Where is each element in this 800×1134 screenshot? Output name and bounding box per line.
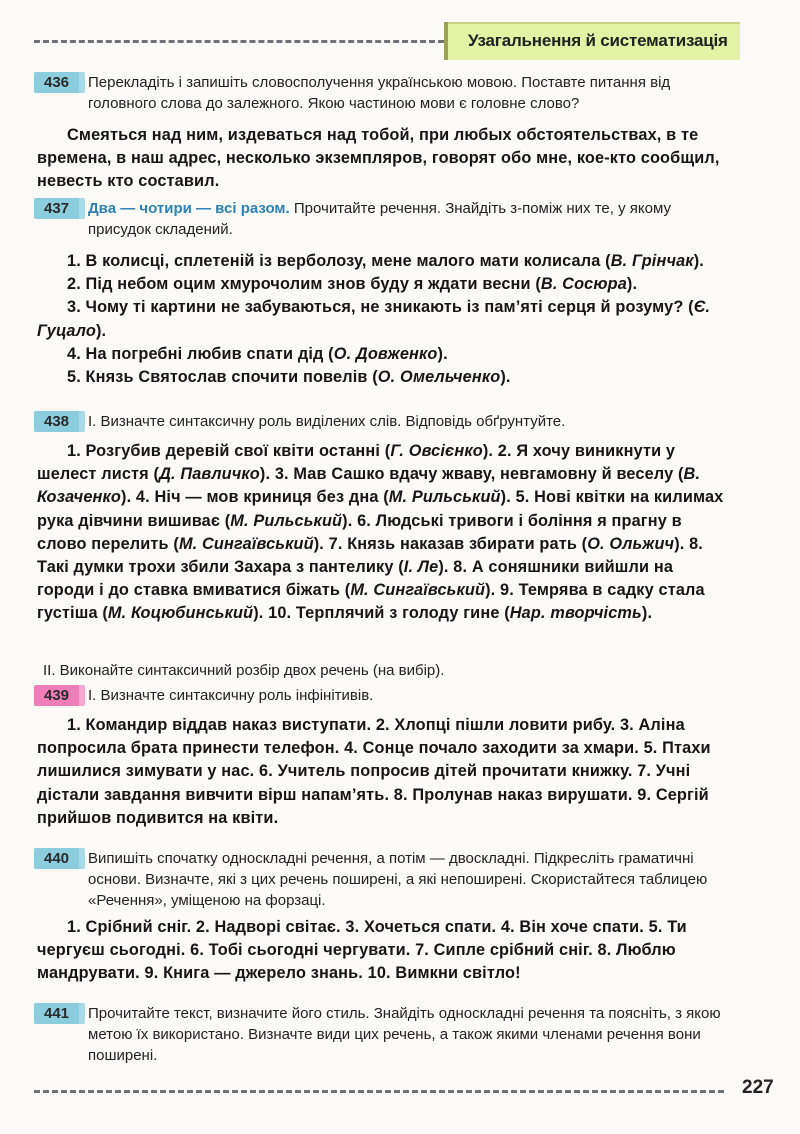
list-item: 5. Князь Святослав спочити повелів (О. Омельченко). — [67, 368, 511, 387]
exercise-number-439: 439 — [34, 685, 85, 706]
exercise-438-task-2: ІІ. Виконайте синтаксичний розбір двох речень (на вибір). — [43, 662, 445, 679]
exercise-438-task: І. Визначте синтаксичну роль виділених слів. Відповідь обґрунтуйте. — [88, 413, 566, 430]
exercise-number-441: 441 — [34, 1003, 85, 1024]
list-item: 3. Чому ті картини не забуваються, не зникають із пам’яті серця й розуму? (Є. Гуцало). — [37, 298, 711, 340]
exercise-439-task: І. Визначте синтаксичну роль інфінітивів. — [88, 687, 374, 704]
footer-divider — [34, 1090, 724, 1093]
exercise-440-text: 1. Срібний сніг. 2. Надворі світає. 3. Хочеться спати. 4. Він хоче спати. 5. Ти чергуєш сьогодні. 6. Тобі сьогодні чергувати. 7. Сипле срібний сніг. 8. Люблю мандрувати. 9. Книга — джерело знань. 10. Вимкни світло! — [37, 918, 687, 983]
exercise-number-436: 436 — [34, 72, 85, 93]
exercise-441-task: Прочитайте текст, визначите його стиль. Знайдіть односкладні речення та поясніть, з якою метою їх використано. Визначте види цих речень, а також якими членами речення вони поширені. — [88, 1005, 721, 1064]
exercise-number-438: 438 — [34, 411, 85, 432]
list-item: 2. Під небом оцим хмурочолим знов буду я ждати весни (В. Сосюра). — [67, 275, 638, 294]
exercise-number-440: 440 — [34, 848, 85, 869]
header-divider — [34, 40, 444, 43]
list-item: 1. В колисці, сплетеній із верболозу, мене малого мати колисала (В. Грінчак). — [67, 252, 704, 270]
exercise-437-items — [37, 250, 727, 389]
list-item: 4. На погребні любив спати дід (О. Довженко). — [67, 344, 448, 363]
exercise-436-text: Смеяться над ним, издеваться над тобой, при любых обстоятельствах, в те времена, в наш адрес, несколько экземпляров, говорят обо мне, кое-кто сообщил, невесть кто составил. — [37, 126, 720, 191]
exercise-439-text: 1. Командир віддав наказ виступати. 2. Хлопці пішли ловити рибу. 3. Аліна попросила брата принести телефон. 4. Сонце почало заходити за хмари. 5. Птахи лишилися зимувати у нас. 6. Учитель попросив дітей прочитати книжку. 7. Учні дістали завдання вивчити вірш напам’ять. 8. Пролунав наказ вирушати. 9. Сергій прийшов подивится на квіти. — [37, 716, 711, 827]
exercise-438-text: 1. Розгубив деревій свої квіти останні (Г. Овсієнко). 2. Я хочу виникнути у шелест листя (Д. Павличко). 3. Мав Сашко вдачу жваву, невгамовну й веселу (В. Козаченко). 4. Ніч — мов криниця без дна (М. Рильський). 5. Нові квітки на килимах рука дівчини вишиває (М. Рильський). 6. Людські тривоги і боління я прагну в слово перелить (М. Сингаївський). 7. Князь наказав збирати рать (О. Ольжич). 8. Такі думки трохи збили Захара з пантелику (І. Ле). 8. А соняшники вийшли на городи і до ставка вмиватися біжать (М. Сингаївський). 9. Темрява в садку стала густіша (М. Коцюбинський). 10. Терплячий з голоду гине (Нар. творчість). — [37, 442, 724, 623]
exercise-436-task: Перекладіть і запишіть словосполучення українською мовою. Поставте питання від головного слова до залежного. Якою частиною мови є головне слово? — [88, 74, 671, 112]
exercise-number-437: 437 — [34, 198, 85, 219]
section-title: Узагальнення й систематизація — [468, 31, 728, 50]
exercise-440-task: Випишіть спочатку односкладні речення, а потім — двоскладні. Підкресліть граматичні основи. Визначте, які з цих речень поширені, а які непоширені. Скористайтеся таблицею «Речення», уміщеною на форзаці. — [88, 850, 708, 909]
section-header-tab — [444, 22, 740, 60]
exercise-437-task: Два — чотири — всі разом. Прочитайте речення. Знайдіть з-поміж них те, у якому присудок складений. — [88, 200, 671, 238]
page-number: 227 — [742, 1077, 774, 1098]
